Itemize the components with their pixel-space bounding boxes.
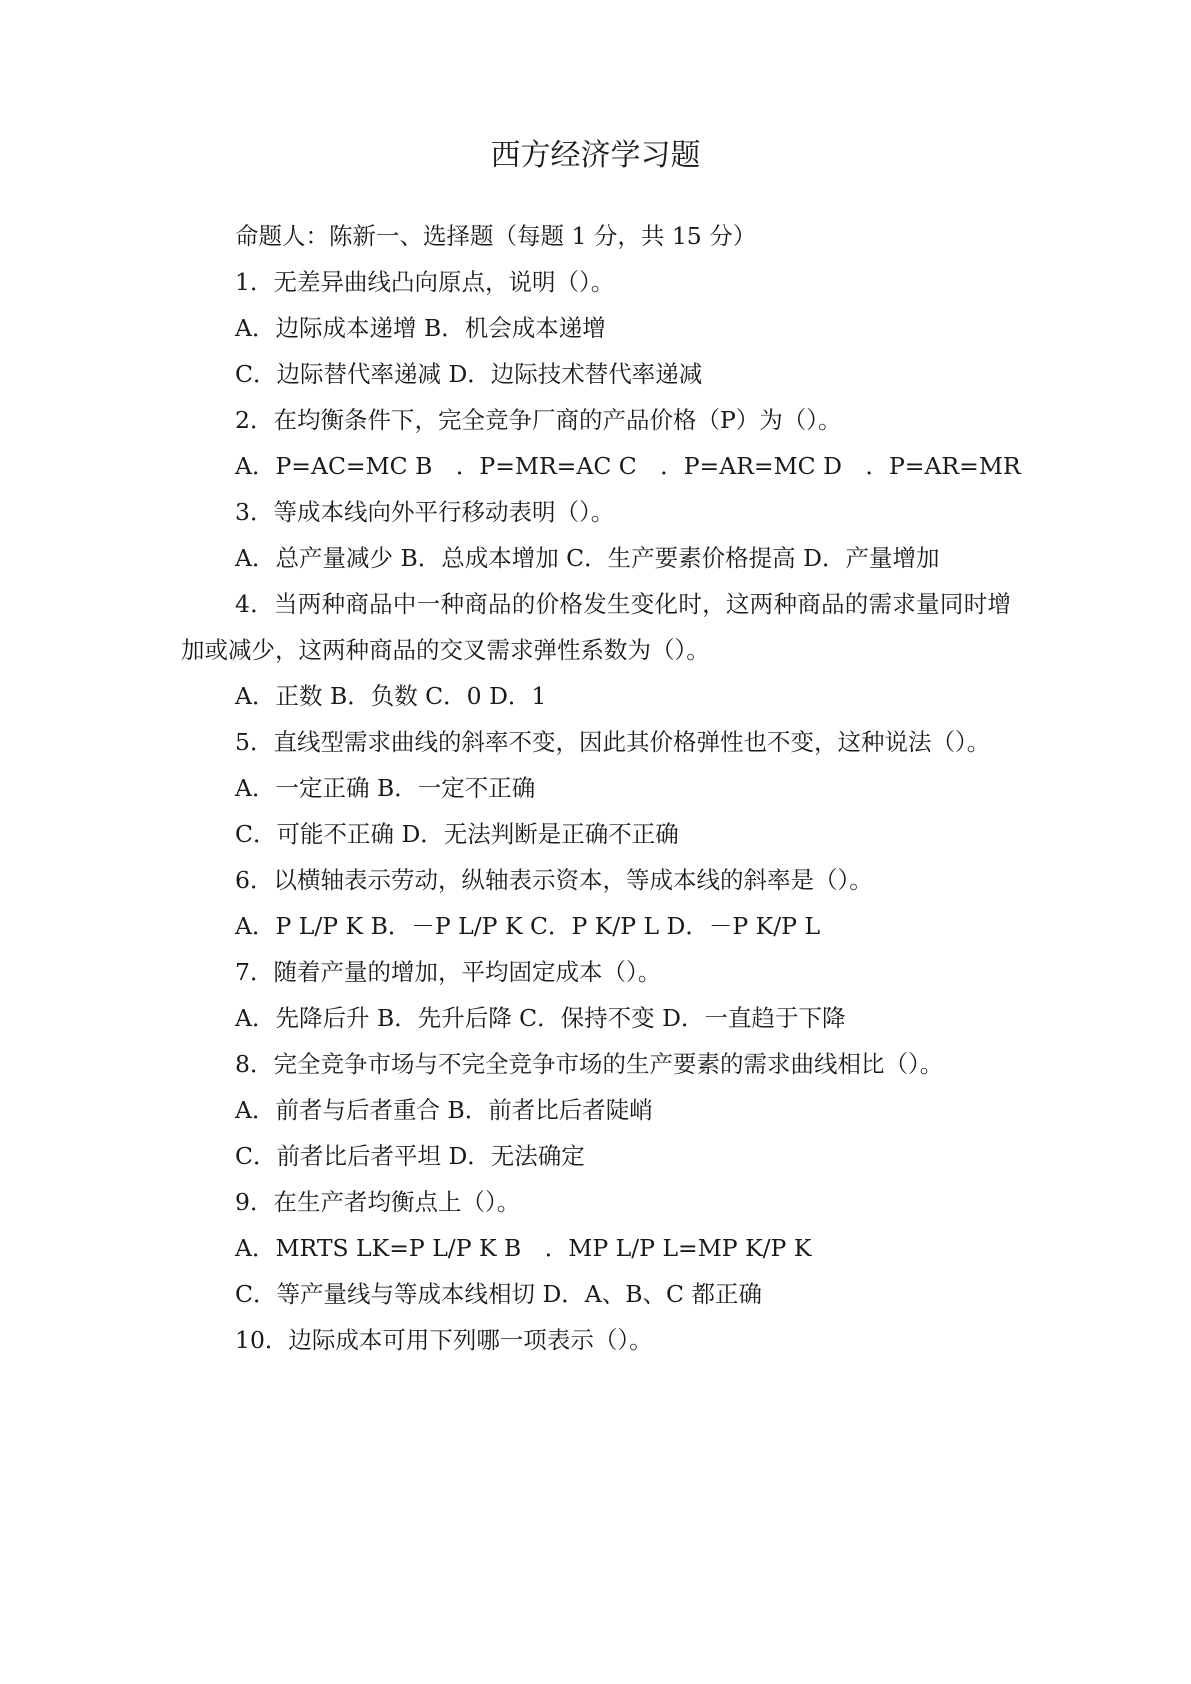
question-4-options: A．正数 B．负数 C．0 D．1 <box>235 682 547 710</box>
question-4: 4．当两种商品中一种商品的价格发生变化时，这两种商品的需求量同时增加或减少，这两种商品的交叉需求弹性系数为（）。 <box>181 590 1011 664</box>
question-1-options-ab: A．边际成本递增 B．机会成本递增 <box>235 314 606 342</box>
question-8-options-ab: A．前者与后者重合 B．前者比后者陡峭 <box>235 1096 653 1124</box>
document-title: 西方经济学习题 <box>490 138 701 173</box>
question-5-options-cd: C．可能不正确 D．无法判断是正确不正确 <box>235 820 679 848</box>
author-and-section-line: 命题人：陈新一、选择题（每题 1 分，共 15 分） <box>235 222 757 250</box>
question-10: 10．边际成本可用下列哪一项表示（）。 <box>235 1326 653 1354</box>
question-9-options-ab: A．MRTS LK=P L/P K B ．MP L/P L=MP K/P K <box>235 1234 812 1262</box>
question-9: 9．在生产者均衡点上（）。 <box>235 1188 521 1216</box>
question-6: 6．以横轴表示劳动，纵轴表示资本，等成本线的斜率是（）。 <box>235 866 873 894</box>
question-6-options: A．P L/P K B．－P L/P K C．P K/P L D．－P K/P L <box>235 912 821 940</box>
question-2-options: A．P=AC=MC B ．P=MR=AC C ．P=AR=MC D ．P=AR=MR <box>235 452 1021 480</box>
question-2: 2．在均衡条件下，完全竞争厂商的产品价格（P）为（）。 <box>235 406 842 434</box>
question-9-options-cd: C．等产量线与等成本线相切 D．A、B、C 都正确 <box>235 1280 762 1308</box>
question-8-options-cd: C．前者比后者平坦 D．无法确定 <box>235 1142 585 1170</box>
question-5-options-ab: A．一定正确 B．一定不正确 <box>235 774 536 802</box>
document-body <box>181 213 1021 1363</box>
question-3: 3．等成本线向外平行移动表明（）。 <box>235 498 615 526</box>
question-5: 5．直线型需求曲线的斜率不变，因此其价格弹性也不变，这种说法（）。 <box>235 728 991 756</box>
question-3-options: A．总产量减少 B．总成本增加 C．生产要素价格提高 D．产量增加 <box>235 544 940 572</box>
question-7-options: A．先降后升 B．先升后降 C．保持不变 D．一直趋于下降 <box>235 1004 846 1032</box>
question-1: 1．无差异曲线凸向原点，说明（）。 <box>235 268 615 296</box>
question-8: 8．完全竞争市场与不完全竞争市场的生产要素的需求曲线相比（）。 <box>235 1050 944 1078</box>
question-7: 7．随着产量的增加，平均固定成本（）。 <box>235 958 662 986</box>
question-1-options-cd: C．边际替代率递减 D．边际技术替代率递减 <box>235 360 703 388</box>
